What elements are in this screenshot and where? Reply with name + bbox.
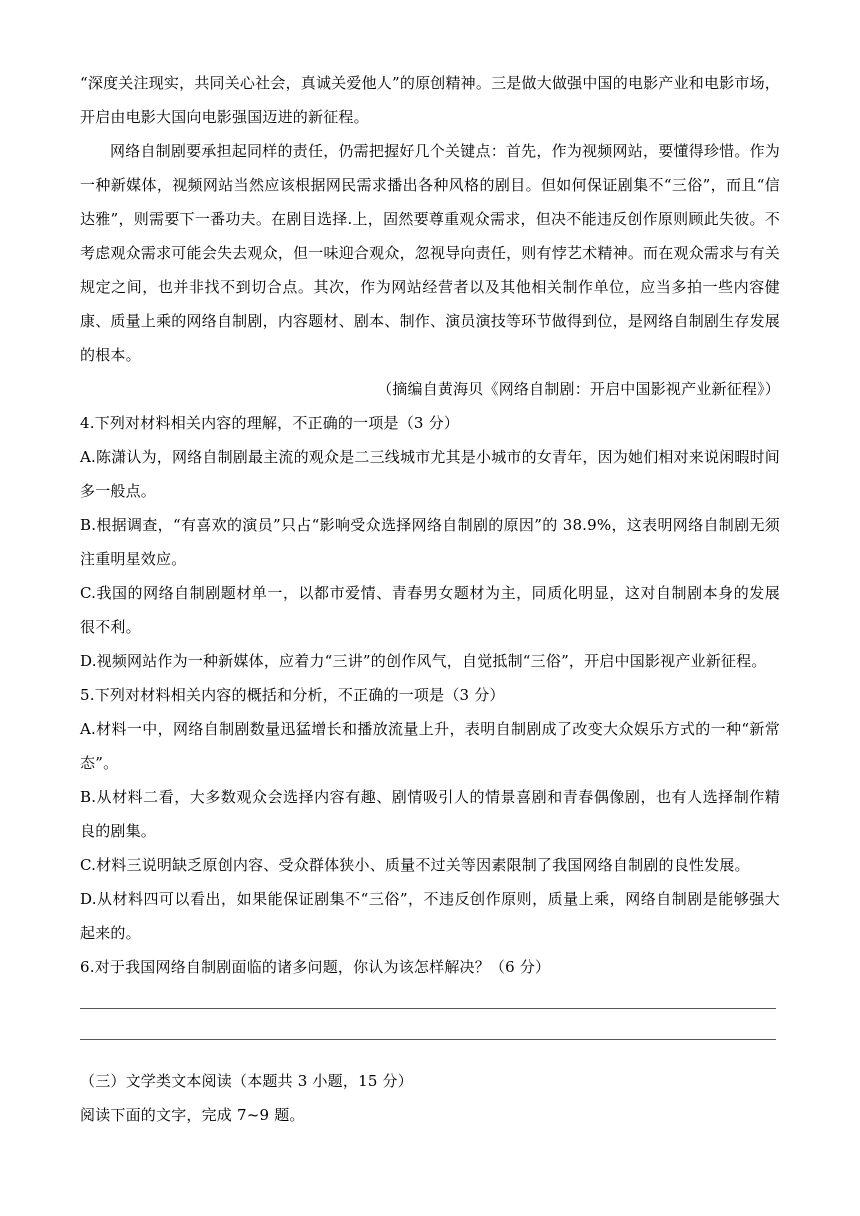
section-3-instruction: 阅读下面的文字，完成 7~9 题。 xyxy=(80,1106,305,1124)
material-citation: （摘编自黄海贝《网络自制剧：开启中国影视产业新征程》） xyxy=(377,380,780,398)
section-3-heading: （三）文学类文本阅读（本题共 3 小题，15 分） xyxy=(80,1072,413,1090)
question-5-stem: 5.下列对材料相关内容的概括和分析，不正确的一项是（3 分） xyxy=(80,686,505,704)
question-4-option-b: B.根据调查，“有喜欢的演员”只占“影响受众选择网络自制剧的原因”的 38.9%，这表明网络自制剧无须注重明星效应。 xyxy=(80,516,780,568)
exam-page xyxy=(80,66,780,1132)
question-4-option-d: D.视频网站作为一种新媒体，应着力“三讲”的创作风气，自觉抵制“三俗”，开启中国影视产业新征程。 xyxy=(80,652,767,670)
question-4-option-c: C.我国的网络自制剧题材单一，以都市爱情、青春男女题材为主，同质化明显，这对自制剧本身的发展很不利。 xyxy=(80,584,780,636)
material-paragraph-1-tail: “深度关注现实，共同关心社会，真诚关爱他人”的原创精神。三是做大做强中国的电影产业和电影市场，开启由电影大国向电影强国迈进的新征程。 xyxy=(80,74,780,126)
question-4-option-a: A.陈潇认为，网络自制剧最主流的观众是二三线城市尤其是小城市的女青年，因为她们相对来说闲暇时间多一般点。 xyxy=(80,448,781,500)
question-4-stem: 4.下列对材料相关内容的理解，不正确的一项是（3 分） xyxy=(80,414,460,432)
question-5-option-c: C.材料三说明缺乏原创内容、受众群体狭小、质量不过关等因素限制了我国网络自制剧的良性发展。 xyxy=(80,856,750,874)
question-6-stem: 6.对于我国网络自制剧面临的诸多问题，你认为该怎样解决？（6 分） xyxy=(80,958,551,976)
question-5-option-b: B.从材料二看，大多数观众会选择内容有趣、剧情吸引人的情景喜剧和青春偶像剧，也有人选择制作精良的剧集。 xyxy=(80,788,780,840)
question-5-option-d: D.从材料四可以看出，如果能保证剧集不“三俗”，不违反创作原则，质量上乘，网络自制剧是能够强大起来的。 xyxy=(80,890,780,942)
question-5-option-a: A.材料一中，网络自制剧数量迅猛增长和播放流量上升，表明自制剧成了改变大众娱乐方式的一种“新常态”。 xyxy=(80,720,780,772)
material-paragraph-2: 网络自制剧要承担起同样的责任，仍需把握好几个关键点：首先，作为视频网站，要懂得珍惜。作为一种新媒体，视频网站当然应该根据网民需求播出各种风格的剧目。但如何保证剧集不“三俗”，而且“信达雅”，则需要下一番功夫。在剧目选择.上，固然要尊重观众需求，但决不能违反创作原则顾此失彼。不考虑观众需求可能会失去观众，但一味迎合观众，忽视导向责任，则有悖艺术精神。而在观众需求与有关规定之间，也并非找不到切合点。其次，作为网站经营者以及其他相关制作单位，应当多拍一些内容健康、质量上乘的网络自制剧，内容题材、剧本、制作、演员演技等环节做得到位，是网络自制剧生存发展的根本。 xyxy=(80,142,780,364)
